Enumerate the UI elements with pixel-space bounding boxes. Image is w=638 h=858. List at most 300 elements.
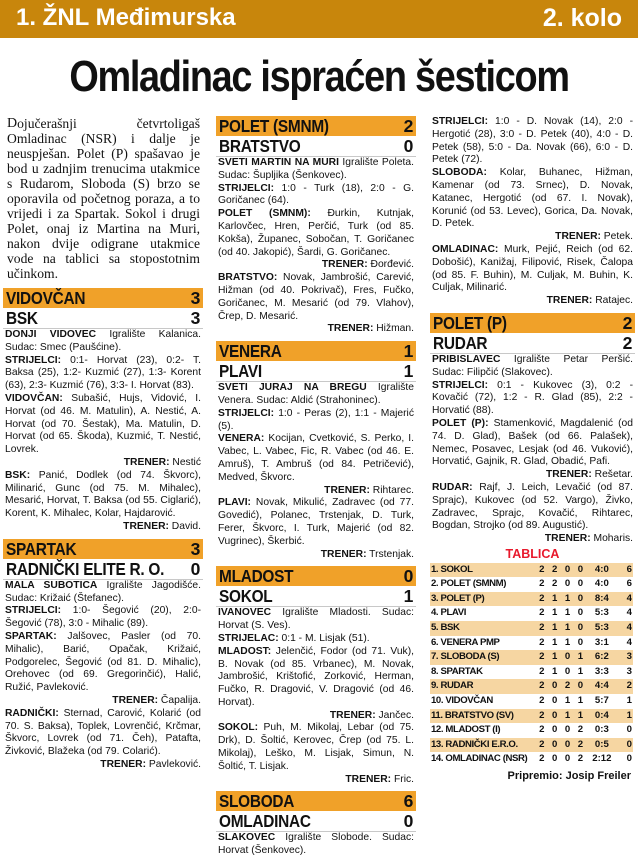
cell-goal-diff: 4:4: [587, 679, 617, 694]
column-1: [3, 116, 203, 772]
coach-label: TRENER:: [324, 484, 370, 496]
home-coach: [3, 695, 203, 708]
article-headline: Omladinac ispraćen šesticom: [69, 52, 569, 101]
table-row: [430, 738, 633, 753]
cell-team-name: 8. SPARTAK: [430, 665, 535, 680]
table-row: [430, 679, 633, 694]
away-coach: [3, 521, 203, 534]
coach-label: TRENER:: [329, 709, 376, 721]
away-lineup: [216, 722, 416, 773]
cell-played: 2: [535, 636, 548, 651]
scorers-info: [430, 380, 635, 418]
cell-draws: 0: [561, 723, 574, 738]
home-team: POLET (P): [433, 312, 507, 333]
home-coach-sloboda: [430, 231, 635, 244]
away-lineup-label: PLAVI:: [218, 497, 251, 509]
coach-label: TRENER:: [546, 469, 592, 481]
scorers-text: 1:0 - Peras (2), 1:1 - Majerić (5).: [218, 407, 414, 432]
home-team: VENERA: [219, 341, 282, 362]
cell-losses: 0: [574, 592, 587, 607]
cell-points: 2: [617, 679, 633, 694]
home-lineup-label: SLOBODA:: [432, 167, 487, 179]
cell-played: 2: [535, 679, 548, 694]
cell-wins: 0: [548, 723, 561, 738]
cell-goal-diff: 4:0: [587, 577, 617, 592]
venue-label: SLAKOVEC: [218, 832, 276, 844]
cell-goal-diff: 5:3: [587, 621, 617, 636]
home-score: 6: [403, 791, 413, 812]
cell-played: 2: [535, 738, 548, 753]
home-team: SPARTAK: [6, 538, 77, 559]
home-score: 0: [403, 566, 413, 587]
coach-name: Rešetar.: [591, 469, 633, 481]
scorers-info-sloboda: [430, 116, 635, 167]
cell-draws: 1: [561, 636, 574, 651]
away-team: PLAVI: [219, 361, 262, 382]
cell-played: 2: [535, 723, 548, 738]
intro-paragraph: [3, 116, 203, 281]
away-team: RUDAR: [433, 332, 488, 353]
cell-points: 3: [617, 665, 633, 680]
away-score: 2: [622, 332, 632, 353]
scorers-label: STRIJELCI:: [5, 354, 62, 366]
scorers-text: 1:0 - D. Novak (14), 2:0 - Hergotić (28), 3:0 - D. Petek (40), 4:0 - D. Petek (58), 5:0 - Da. Novak (66), 6:0 - D. Petek (72).: [432, 116, 633, 166]
away-lineup-text: Panić, Dodlek (od 74. Škvorc), Milinarić, Gunc (od 75. M. Mihalec), Mesarić, Horvat, T. Baksa (od 55. Ciglarić), Korent, K. Mihalec, Kolar, Hajdarović.: [5, 469, 201, 520]
table-row: [430, 621, 633, 636]
away-lineup-text: Novak, Jambrošić, Carević, Hižman (od 40. Pokrivač), Fres, Fučko, Goričanec, M. Mesarić (od 79. Vlahov), Črep, D. Mesarić.: [218, 272, 414, 322]
home-lineup-label: SPARTAK:: [5, 630, 57, 642]
home-score: 3: [190, 288, 200, 308]
coach-name: Hižman.: [373, 323, 414, 335]
home-lineup-text: Kocijan, Cvetković, S. Perko, I. Vabec, L. Vabec, Fic, R. Vabec (od 46. E. Amruš), T. Ambruš (od 84. Petričević), Medved, Škvorc.: [218, 433, 414, 483]
cell-team-name: 5. BSK: [430, 621, 535, 636]
coach-name: Ratajec.: [592, 295, 633, 307]
cell-draws: 1: [561, 694, 574, 709]
home-lineup-text: Stamenković, Magdalenić (od 74. D. Glad), Bašek (od 66. Palašek), Nemec, Posavec, Lesjak (od 46. Vuković), Horvatić, Gajnik, R. Glad, Obadić, Pafi.: [432, 417, 634, 468]
away-coach: [216, 549, 416, 562]
table-row: [430, 592, 633, 607]
home-lineup-text: Đurkin, Kutnjak, Karlovčec, Hren, Perčić, Turk (od 85. Kokša), Županec, Sobočan, T. Goričanec (od 40. Jakopić), Šardi, G. Goričanec.: [218, 208, 415, 258]
home-lineup-text: Jelenčić, Fodor (od 71. Vuk), B. Novak (od 85. Vrbanec), M. Novak, Jambrošić, Krištofić, Zorković, Herman, Fučko, R. Dragović, V. Dragović (od 46. Horvat).: [218, 645, 414, 708]
away-lineup: [3, 708, 203, 759]
away-coach: [216, 774, 416, 787]
away-lineup-label: RUDAR:: [432, 481, 473, 493]
away-team-bar: [3, 308, 203, 329]
cell-played: 2: [535, 621, 548, 636]
home-lineup-label: VIDOVČAN:: [5, 392, 63, 404]
scorers-info: [216, 183, 416, 209]
match-vidovcan-bsk: [3, 288, 203, 534]
cell-played: 2: [535, 752, 548, 767]
venue-label: PRIBISLAVEC: [432, 353, 501, 365]
table-row: [430, 709, 633, 724]
venue-text: Igralište Mladosti. Sudac: Horvat (S. Ves).: [218, 607, 414, 632]
venue-info: [3, 329, 203, 355]
cell-draws: 0: [561, 577, 574, 592]
cell-draws: 1: [561, 592, 574, 607]
cell-wins: 0: [548, 709, 561, 724]
cell-played: 2: [535, 709, 548, 724]
cell-points: 1: [617, 694, 633, 709]
away-team-bar: [216, 361, 416, 382]
cell-goal-diff: 0:4: [587, 709, 617, 724]
cell-points: 0: [617, 738, 633, 753]
cell-wins: 1: [548, 592, 561, 607]
cell-team-name: 14. OMLADINAC (NSR): [430, 752, 535, 767]
cell-points: 6: [617, 563, 633, 578]
home-team-bar: [3, 288, 203, 308]
home-lineup: [430, 418, 635, 469]
match-polet-smnm-bratstvo: [216, 116, 416, 336]
away-coach: [216, 323, 416, 336]
away-team-bar: [216, 136, 416, 157]
home-team-bar: [216, 791, 416, 811]
coach-label: TRENER:: [123, 520, 169, 532]
cell-draws: 2: [561, 679, 574, 694]
cell-wins: 1: [548, 636, 561, 651]
away-team: OMLADINAC: [219, 811, 311, 832]
table-row: [430, 665, 633, 680]
away-lineup-text: Murk, Pejić, Reich (od 62. Dobošić), Kanižaj, Filipović, Risek, Čalopa (od 85. F. Buhin), M. Culjak, M. Buhin, K. Culjak, Milinarić.: [432, 243, 633, 294]
coach-name: Čapalija.: [158, 694, 201, 706]
away-lineup-omladinac: [430, 244, 635, 295]
away-lineup-label: SOKOL:: [218, 722, 259, 734]
away-lineup: [3, 470, 203, 521]
cell-team-name: 11. BRATSTVO (SV): [430, 709, 535, 724]
home-lineup: [3, 393, 203, 457]
cell-points: 0: [617, 723, 633, 738]
cell-goal-diff: 8:4: [587, 592, 617, 607]
coach-label: TRENER:: [544, 533, 591, 545]
home-coach: [216, 710, 416, 723]
coach-label: TRENER:: [546, 295, 593, 307]
away-team-bar: [216, 811, 416, 832]
home-coach: [3, 457, 203, 470]
home-score: 2: [622, 312, 632, 333]
cell-goal-diff: 0:3: [587, 723, 617, 738]
cell-losses: 1: [574, 709, 587, 724]
cell-losses: 0: [574, 679, 587, 694]
away-team-bar: [430, 333, 635, 354]
away-lineup-text: Puh, M. Mikolaj, Lebar (od 75. Drk), D. Šoltić, Kerovec, Črep (od 75. L. Mikolaj), Leško, M. Lisjak, Simun, N. Šoltić, T. Lisjak.: [218, 722, 414, 772]
home-team: POLET (SMNM): [219, 116, 329, 136]
coach-name: David.: [168, 520, 201, 532]
table-row: [430, 636, 633, 651]
home-lineup: [216, 646, 416, 710]
table-row: [430, 723, 633, 738]
cell-losses: 1: [574, 665, 587, 680]
cell-draws: 1: [561, 709, 574, 724]
scorers-info: [3, 355, 203, 393]
cell-draws: 0: [561, 563, 574, 578]
cell-team-name: 6. VENERA PMP: [430, 636, 535, 651]
match-polet-p-rudar: [430, 313, 635, 546]
cell-played: 2: [535, 563, 548, 578]
cell-draws: 0: [561, 665, 574, 680]
cell-played: 2: [535, 650, 548, 665]
cell-team-name: 9. RUDAR: [430, 679, 535, 694]
cell-draws: 1: [561, 606, 574, 621]
coach-label: TRENER:: [345, 773, 392, 785]
venue-text: Igralište Slobode. Sudac: Horvat (Šenkovec).: [218, 832, 414, 857]
home-lineup-sloboda: [430, 167, 635, 231]
cell-losses: 0: [574, 636, 587, 651]
home-lineup: [216, 208, 416, 259]
cell-wins: 0: [548, 738, 561, 753]
cell-played: 2: [535, 592, 548, 607]
away-team-bar: [216, 586, 416, 607]
coach-label: TRENER:: [327, 323, 374, 335]
cell-points: 1: [617, 709, 633, 724]
cell-wins: 2: [548, 577, 561, 592]
away-team-bar: [3, 559, 203, 580]
venue-label: SVETI MARTIN NA MURI: [218, 157, 339, 168]
home-score: 3: [190, 538, 200, 559]
home-team-bar: [216, 566, 416, 586]
cell-losses: 0: [574, 606, 587, 621]
cell-wins: 0: [548, 752, 561, 767]
scorers-label: STRIJELCI:: [5, 605, 62, 617]
coach-name: Rihtarec.: [369, 484, 414, 496]
venue-text: Igralište Venera. Sudac: Aldić (Strahoninec).: [218, 382, 414, 406]
away-team: SOKOL: [219, 586, 273, 607]
venue-info: [216, 832, 416, 858]
away-score: 0: [190, 558, 200, 579]
scorers-label: STRIJELAC:: [218, 632, 279, 644]
cell-points: 3: [617, 650, 633, 665]
venue-info: [216, 607, 416, 633]
home-team-bar: [216, 116, 416, 136]
cell-wins: 2: [548, 563, 561, 578]
venue-text: Igralište Kalanica. Sudac: Smec (Paušćine).: [5, 329, 201, 353]
cell-team-name: 1. SOKOL: [430, 563, 535, 578]
match-mladost-sokol: [216, 566, 416, 786]
venue-label: MALA SUBOTICA: [5, 579, 98, 591]
venue-text: Igralište Poleta. Sudac: Šupljika (Šenkovec).: [218, 157, 414, 181]
venue-text: Igralište Jagodišće. Sudac: Križaić (Štefanec).: [5, 579, 201, 604]
away-lineup-label: BSK:: [5, 469, 31, 481]
coach-name: Nestić: [169, 456, 201, 468]
table-row: [430, 752, 633, 767]
intro-text: ojučerašnji četvrtoligaš Omladinac (NSR) i dalje je neuspješan. Polet (P) spašavao je bod u zadnjim trenucima utakmice s Rudarom, Sloboda (S) brzo se oporavila od početnog poraza, a to vrijedi i za Spartak. Sokol i drugi Polet, onaj iz Martina na Muri, nakon dvije odigrane utakmice vode na tablici sa stopostotnim učinkom.: [7, 116, 200, 281]
cell-losses: 1: [574, 694, 587, 709]
away-score: 1: [403, 361, 413, 382]
cell-draws: 0: [561, 752, 574, 767]
away-team: BSK: [6, 308, 38, 328]
away-lineup-label: OMLADINAC:: [432, 243, 499, 255]
home-lineup: [3, 631, 203, 695]
scorers-text: 0:1 - Kukovec (3), 0:2 - Kovačić (72), 1:2 - R. Glad (85), 2:2 - Horvatić (88).: [432, 379, 633, 417]
venue-text: Igralište Petar Peršić. Sudac: Filipčić (Slakovec).: [432, 353, 633, 378]
away-score: 3: [190, 308, 200, 328]
home-coach: [216, 485, 416, 498]
coach-label: TRENER:: [123, 456, 170, 468]
cell-goal-diff: 2:12: [587, 752, 617, 767]
away-score: 0: [403, 811, 413, 832]
venue-info: [3, 580, 203, 606]
home-lineup-label: POLET (P):: [432, 417, 489, 429]
coach-label: TRENER:: [555, 231, 601, 243]
away-team: RADNIČKI ELITE R. O.: [6, 558, 165, 579]
scorers-text: 1:0- Šegović (20), 2:0- Šegović (78), 3:0 - Mihalic (89).: [5, 605, 201, 630]
away-lineup-text: Rajf, J. Leich, Levačić (od 87. Sprajc), Kukovec (od 52. Vargo), Živko, Zadravec, Sprajc, Kovačić, Rihtarec, Bogdan, Strojko (od 89. Augustić).: [432, 481, 633, 532]
away-coach-omladinac: [430, 295, 635, 308]
cell-team-name: 13. RADNIČKI E.R.O.: [430, 738, 535, 753]
home-team: MLADOST: [219, 566, 294, 587]
venue-info: [216, 157, 416, 183]
cell-points: 0: [617, 752, 633, 767]
scorers-info: [216, 408, 416, 434]
column-3: [430, 116, 635, 783]
cell-goal-diff: 5:7: [587, 694, 617, 709]
cell-wins: 0: [548, 679, 561, 694]
away-lineup-text: Novak, Mikulić, Zadravec (od 77. Govedić), Polanec, Trstenjak, D. Turk, Ferer, Škvorc, I. Turk, Majerić (od 82. Vugrinec), Škerbić.: [218, 497, 414, 547]
cell-draws: 1: [561, 621, 574, 636]
cell-team-name: 7. SLOBODA (S): [430, 650, 535, 665]
table-row: [430, 694, 633, 709]
drop-cap: D: [7, 116, 18, 131]
home-lineup-text: Jalšovec, Pasler (od 70. Mihalic), Barić, Opačak, Križaić, Podgorelec, Šegović (od 81. D. Mihalic), Orehovec (od 69. Gregorinčić), Halić, Ružić, Pavleković.: [5, 630, 201, 694]
away-lineup-label: RADNIČKI:: [5, 707, 59, 719]
league-header-bar: [0, 0, 638, 38]
venue-label: SVETI JURAJ NA BREGU: [218, 382, 367, 394]
coach-name: Moharis.: [590, 533, 633, 545]
cell-losses: 2: [574, 752, 587, 767]
cell-draws: 0: [561, 738, 574, 753]
cell-played: 2: [535, 665, 548, 680]
cell-wins: 1: [548, 650, 561, 665]
venue-label: DONJI VIDOVEC: [5, 329, 97, 340]
scorers-label: STRIJELCI:: [218, 182, 275, 194]
cell-losses: 0: [574, 563, 587, 578]
match-sloboda-omladinac: [216, 791, 416, 858]
cell-losses: 0: [574, 621, 587, 636]
round-label: 2. kolo: [542, 4, 622, 32]
standings-title: TABLICA: [505, 546, 560, 561]
home-coach: [216, 259, 416, 272]
away-lineup: [430, 482, 635, 533]
coach-name: Fric.: [391, 773, 414, 785]
away-coach: [430, 533, 635, 546]
home-team-bar: [430, 313, 635, 333]
home-team-bar: [3, 539, 203, 559]
cell-points: 4: [617, 606, 633, 621]
match-spartak-radnicki: [3, 539, 203, 772]
scorers-text: 0:1 - M. Lisjak (51).: [278, 632, 370, 644]
away-coach: [3, 759, 203, 772]
away-lineup-label: BRATSTVO:: [218, 272, 278, 284]
home-score: 2: [403, 116, 413, 136]
scorers-text: 1:0 - Turk (18), 2:0 - G. Goričanec (64).: [218, 182, 414, 207]
home-lineup-label: VENERA:: [218, 433, 265, 445]
away-lineup: [216, 272, 416, 323]
away-team: BRATSTVO: [219, 136, 301, 156]
coach-label: TRENER:: [321, 259, 368, 271]
home-lineup-label: POLET (SMNM):: [218, 208, 311, 220]
venue-label: IVANOVEC: [218, 607, 272, 619]
scorers-label: STRIJELCI:: [432, 379, 489, 391]
cell-points: 4: [617, 592, 633, 607]
cell-played: 2: [535, 606, 548, 621]
scorers-info: [216, 633, 416, 646]
coach-name: Petek.: [600, 231, 633, 243]
home-coach: [430, 469, 635, 482]
cell-wins: 1: [548, 621, 561, 636]
home-score: 1: [403, 341, 413, 362]
away-lineup-text: Sternad, Carović, Kolarić (od 70. S. Baksa), Toplek, Lovrenčić, Krčmar, Škvorc, Lovrek (od 71. Čeh), Patafta, Živković, Blažeka (od 79. Colarić).: [5, 707, 201, 758]
scorers-text: 0:1- Horvat (23), 0:2- T. Baksa (25), 1:2- Kuzmić (27), 1:3- Korent (63), 2:3- Kuzmić (76), 3:3- I. Horvat (83).: [5, 354, 201, 392]
match-venera-plavi: [216, 341, 416, 561]
coach-name: Đorđević.: [367, 259, 414, 271]
coach-name: Pavleković.: [146, 758, 201, 770]
coach-name: Jančec.: [375, 709, 414, 721]
author-credit: Pripremio: Josip Freiler: [507, 770, 631, 783]
league-name: 1. ŽNL Međimurska: [16, 4, 236, 31]
cell-wins: 1: [548, 665, 561, 680]
cell-goal-diff: 4:0: [587, 563, 617, 578]
cell-played: 2: [535, 577, 548, 592]
scorers-label: STRIJELCI:: [218, 407, 275, 419]
scorers-label: STRIJELCI:: [432, 116, 489, 127]
cell-losses: 2: [574, 723, 587, 738]
cell-points: 4: [617, 636, 633, 651]
home-team: VIDOVČAN: [6, 288, 86, 308]
home-lineup-text: Kolar, Buhanec, Hižman, Kamenar (od 73. Srnec), D. Novak, Katanec, Hergotić (od 67. I. Novak), Korunić (od 53. Levec), Gorica, Da. Novak, D. Petek.: [432, 167, 633, 230]
cell-draws: 0: [561, 650, 574, 665]
cell-goal-diff: 6:2: [587, 650, 617, 665]
cell-team-name: 12. MLADOST (I): [430, 723, 535, 738]
coach-label: TRENER:: [320, 548, 367, 560]
cell-losses: 1: [574, 650, 587, 665]
away-score: 0: [403, 136, 413, 156]
cell-losses: 0: [574, 577, 587, 592]
venue-info: [216, 382, 416, 408]
cell-goal-diff: 3:3: [587, 665, 617, 680]
scorers-info: [3, 605, 203, 631]
home-team: SLOBODA: [219, 791, 295, 812]
cell-wins: 0: [548, 694, 561, 709]
cell-team-name: 2. POLET (SMNM): [430, 577, 535, 592]
cell-goal-diff: 5:3: [587, 606, 617, 621]
coach-label: TRENER:: [112, 694, 159, 706]
home-lineup-label: MLADOST:: [218, 645, 272, 657]
cell-team-name: 4. PLAVI: [430, 606, 535, 621]
home-lineup: [216, 433, 416, 484]
cell-goal-diff: 3:1: [587, 636, 617, 651]
cell-played: 2: [535, 694, 548, 709]
table-row: [430, 606, 633, 621]
home-team-bar: [216, 341, 416, 361]
cell-points: 4: [617, 621, 633, 636]
table-row: [430, 650, 633, 665]
away-score: 1: [403, 586, 413, 607]
table-row: [430, 577, 633, 592]
standings-table: [430, 563, 633, 767]
venue-info: [430, 354, 635, 380]
coach-label: TRENER:: [100, 758, 147, 770]
home-lineup-text: Subašić, Hujs, Vidović, I. Horvat (od 46. M. Matulin), A. Nestić, A. Horvat (od 70. Šestak), Ma. Matulin, D. Horvat (od 65. Škoda), Kuzmić, T. Nestić, Lovrek.: [5, 392, 201, 456]
cell-team-name: 10. VIDOVČAN: [430, 694, 535, 709]
cell-team-name: 3. POLET (P): [430, 592, 535, 607]
cell-goal-diff: 0:5: [587, 738, 617, 753]
column-2: [216, 116, 416, 858]
coach-name: Trstenjak.: [366, 548, 414, 560]
away-lineup: [216, 497, 416, 548]
cell-wins: 1: [548, 606, 561, 621]
table-row: [430, 563, 633, 578]
cell-losses: 2: [574, 738, 587, 753]
cell-points: 6: [617, 577, 633, 592]
